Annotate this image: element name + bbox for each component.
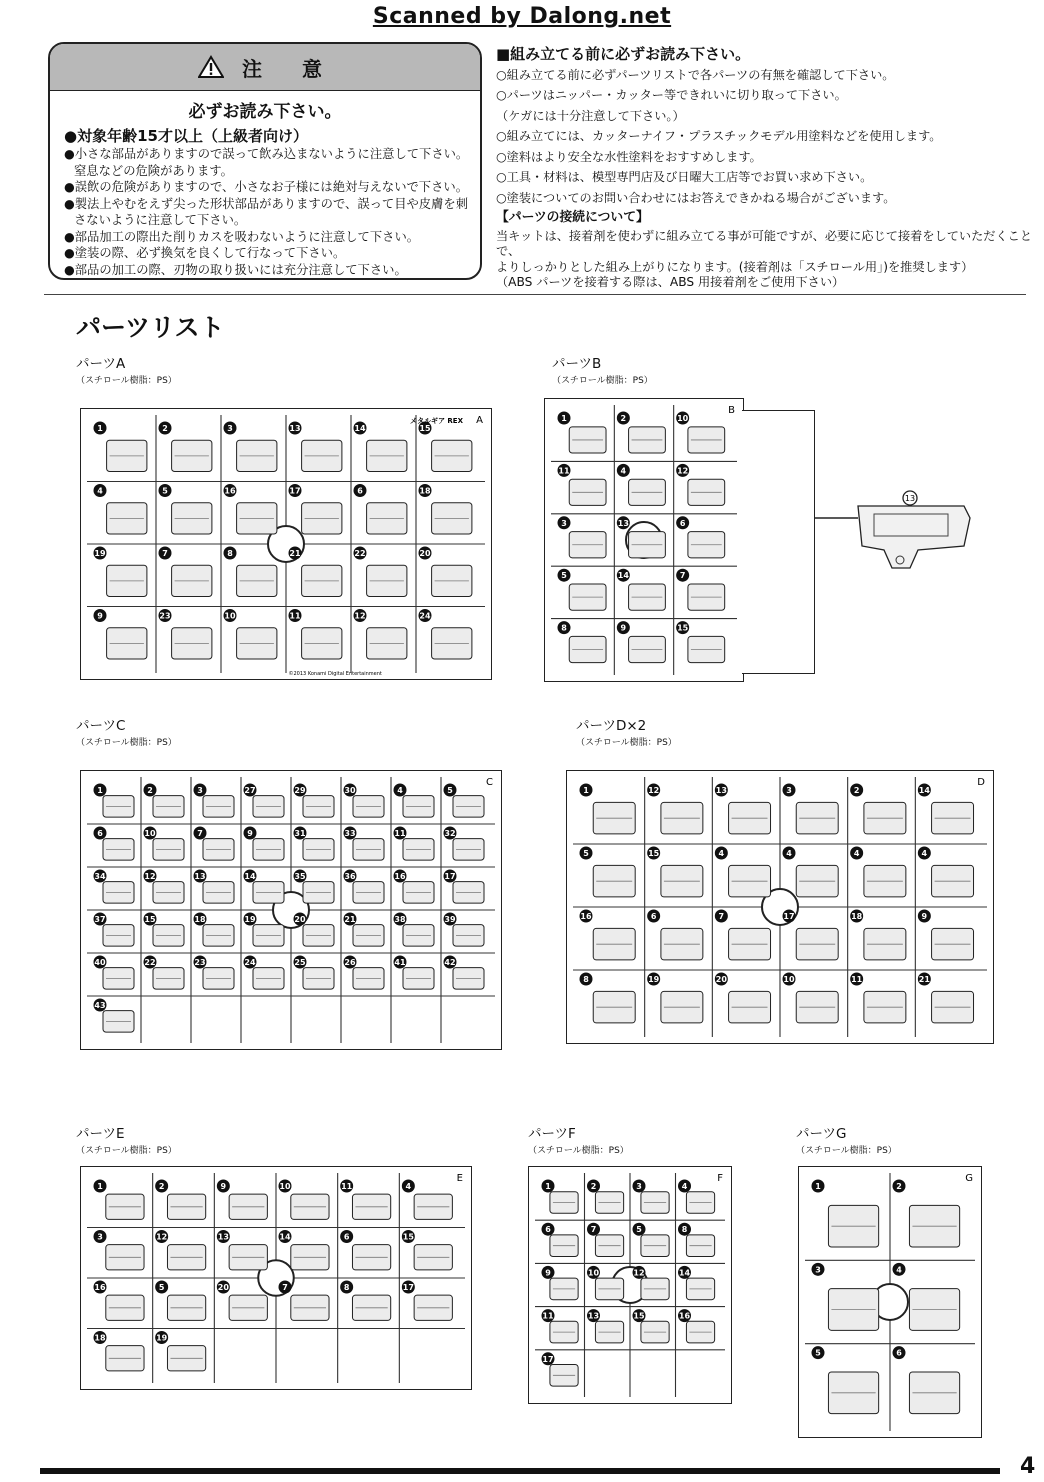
part-number-label: 12	[354, 611, 366, 621]
part-number-label: 5	[636, 1225, 642, 1235]
notes-line: ○組み立てる前に必ずパーツリストで各パーツの有無を確認して下さい。	[496, 67, 895, 82]
sprue-c-drawing	[81, 771, 501, 1049]
part-number-label: 18	[194, 915, 206, 924]
part-number-label: 14	[244, 872, 256, 881]
part-number-label: 6	[97, 829, 103, 838]
part-number-label: 12	[144, 872, 156, 881]
sprue-a-diagram	[80, 408, 492, 680]
caution-item: ●小さな部品がありますので誤って飲み込まないように注意して下さい。窒息などの危険があります。	[64, 147, 469, 178]
sprue-a-drawing	[81, 409, 491, 679]
part-number-label: 2	[620, 414, 627, 423]
part-number-label: 12	[156, 1232, 168, 1242]
part-number-label: 4	[97, 486, 103, 496]
part-number-label: 14	[617, 571, 629, 581]
part-number-label: 9	[220, 1182, 227, 1191]
part-number-label: 10	[279, 1182, 291, 1191]
part-number-label: 9	[545, 1268, 551, 1278]
part-number-label: 11	[851, 975, 863, 984]
part-number-label: 5	[561, 571, 567, 581]
notes-line: （ケガには十分注意して下さい。）	[496, 108, 685, 123]
sprue-d-drawing	[567, 771, 993, 1043]
part-number-label: 5	[162, 486, 168, 496]
sprue-b-part-13-drawing	[814, 488, 974, 578]
page-number: 4	[1020, 1454, 1036, 1479]
part-number-label: 6	[679, 518, 686, 528]
part-number-label: 2	[590, 1182, 597, 1191]
part-number-label: 3	[636, 1182, 642, 1191]
part-number-label: 17	[542, 1354, 554, 1364]
notes-line: ○塗装についてのお問い合わせにはお答えできかねる場合がございます。	[496, 190, 896, 205]
sprue-d-diagram	[566, 770, 994, 1044]
sprue-a-material: （スチロール樹脂：PS）	[76, 376, 177, 386]
part-number-label: 17	[402, 1283, 414, 1292]
part-number-label: 43	[94, 1001, 106, 1010]
part-number-label: 4	[397, 786, 403, 795]
part-number-label: 24	[419, 611, 431, 621]
sprue-g-diagram	[798, 1166, 982, 1438]
part-number-label: 8	[343, 1283, 350, 1292]
part-number-label: 19	[156, 1333, 168, 1343]
caution-item: ●部品加工の際出た削りカスを吸わないように注意して下さい。	[64, 229, 420, 244]
part-number-label: 24	[244, 958, 256, 967]
sprue-f-material: （スチロール樹脂：PS）	[528, 1146, 629, 1156]
part-number-label: 32	[444, 829, 456, 838]
part-number-label: 15	[144, 915, 156, 924]
part-number-label: 20	[294, 915, 306, 924]
caution-header	[50, 44, 480, 91]
part-number-label: 15	[633, 1311, 645, 1321]
caution-box	[48, 42, 482, 280]
sprue-b-drawing	[545, 399, 743, 681]
part-number-label: 16	[394, 872, 406, 881]
part-number-label: 16	[678, 1311, 691, 1321]
sprue-letter-tag: G	[965, 1173, 973, 1184]
part-number-label: 15	[419, 424, 431, 433]
part-number-label: 13	[217, 1232, 229, 1242]
part-number-label: 29	[294, 786, 306, 795]
part-number-label: 20	[217, 1283, 229, 1292]
part-number-label: 9	[620, 623, 627, 633]
part-number-label: 40	[94, 958, 106, 967]
part-number-label: 5	[447, 786, 453, 795]
part-number-label: 3	[197, 786, 203, 795]
sprue-b-label-block	[552, 352, 653, 386]
sprue-c-diagram	[80, 770, 502, 1050]
part-number-label: 3	[97, 1232, 103, 1242]
sprue-e-diagram	[80, 1166, 472, 1390]
caution-list	[64, 126, 480, 278]
part-number-label: 5	[158, 1283, 165, 1292]
notes-title: ■組み立てる前に必ずお読み下さい。	[496, 45, 751, 63]
sprue-letter-tag: E	[456, 1173, 463, 1184]
part-number-label: 4	[921, 849, 928, 858]
connection-title: 【パーツの接続について】	[496, 210, 649, 225]
notes-line: ○組み立てには、カッターナイフ・プラスチックモデル用塗料などを使用します。	[496, 129, 942, 143]
part-number-label: 2	[853, 786, 860, 795]
sprue-d-material: （スチロール樹脂：PS）	[576, 738, 677, 748]
part-number-label: 18	[851, 912, 863, 921]
part-number-label: 9	[247, 829, 253, 838]
part-number-label: 1	[97, 1182, 103, 1191]
sprue-copyright: ©2013 Konami Digital Entertainment	[288, 671, 382, 677]
part-number-label: 7	[162, 549, 168, 558]
part-number-label: 1	[815, 1182, 821, 1191]
sprue-letter-tag: B	[728, 405, 735, 416]
part-number-label: 12	[648, 786, 660, 795]
part-number-label: 10	[783, 975, 795, 984]
part-number-label: 9	[97, 611, 103, 621]
part-number-label: 3	[227, 424, 233, 433]
caution-item: ●塗装の際、必ず換気を良くして行なって下さい。	[64, 246, 346, 260]
part-number-label: 15	[677, 623, 689, 633]
assembly-notes	[496, 44, 1036, 291]
part-number-label: 3	[786, 786, 792, 795]
part-number-label: 23	[194, 958, 206, 967]
sprue-c-label-block	[76, 714, 177, 748]
part-number-label: 34	[94, 872, 106, 881]
sprue-g-label: パーツG	[796, 1126, 847, 1142]
caution-item: ●対象年齢15才以上（上級者向け）	[64, 127, 308, 145]
part-number-label: 27	[244, 786, 256, 795]
part-number-label: 21	[289, 549, 301, 558]
part-number-label: 1	[583, 786, 589, 795]
part-number-label: 9	[921, 912, 928, 921]
part-number-label: 11	[289, 611, 301, 621]
connection-line: 当キットは、接着剤を使わずに組み立てる事が可能ですが、必要に応じて接着をしていただくことで、	[496, 228, 1033, 258]
part-number-label: 6	[357, 486, 363, 496]
part-number-label: 41	[394, 958, 406, 967]
part-number-label: 20	[419, 549, 431, 558]
part-number-label: 6	[343, 1232, 350, 1242]
part-number-label: 7	[197, 829, 203, 838]
notes-line: ○パーツはニッパー・カッター等できれいに切り取って下さい。	[496, 88, 847, 102]
part-number-label: 23	[159, 611, 171, 621]
sprue-c-label: パーツC	[76, 718, 126, 734]
sprue-b-material: （スチロール樹脂：PS）	[552, 376, 653, 386]
part-number-label: 13	[289, 424, 301, 433]
part-number-label: 37	[94, 915, 106, 924]
sprue-f-label: パーツF	[528, 1126, 576, 1142]
part-number-label: 13	[587, 1311, 600, 1321]
part-number-label: 15	[402, 1232, 414, 1242]
part-number-label: 38	[394, 915, 406, 924]
footer-bar	[40, 1468, 1000, 1474]
sprue-letter-tag: D	[977, 777, 985, 788]
part-number-label: 8	[227, 549, 233, 558]
sprue-d-label-block	[576, 714, 677, 748]
part-number-label: 42	[444, 958, 456, 967]
caution-item: ●誤飲の危険がありますので、小さなお子様には絶対与えないで下さい。	[64, 180, 468, 194]
part-number-label: 17	[444, 872, 456, 881]
connection-line: （ABS パーツを接着する際は、ABS 用接着剤をご使用下さい）	[496, 275, 845, 289]
part-number-label: 17	[289, 486, 301, 496]
part-number-label: 21	[344, 915, 356, 924]
part-number-label: 6	[896, 1348, 902, 1358]
part-number-label: 14	[279, 1232, 291, 1242]
part-number-label: 4	[896, 1265, 902, 1275]
part-number-label: 14	[354, 424, 366, 433]
part-number-label: 36	[344, 872, 356, 881]
part-number-label: 2	[147, 786, 153, 795]
part-number-label: 4	[718, 849, 725, 858]
connection-line: よりしっかりとした組み上がりになります。(接着剤は「スチロール用」)を推奨します）	[496, 259, 974, 274]
part-number-label: 30	[344, 786, 356, 795]
sprue-d-label: パーツD×2	[576, 718, 647, 734]
sprue-e-drawing	[81, 1167, 471, 1389]
part-number-label: 16	[224, 486, 236, 496]
caution-item: ●部品の加工の際、刃物の取り扱いには充分注意して下さい。	[64, 262, 407, 277]
part-number-label: 2	[896, 1182, 902, 1191]
part-number-label: 1	[561, 414, 567, 423]
sprue-letter-tag: A	[476, 415, 483, 426]
caution-heading: 注 意	[242, 56, 332, 81]
part-number-label: 13	[194, 872, 206, 881]
sprue-e-label-block	[76, 1122, 177, 1156]
sprue-e-material: （スチロール樹脂：PS）	[76, 1146, 177, 1156]
part-number-label: 17	[783, 912, 795, 921]
caution-subheading: 必ずお読み下さい。	[188, 102, 342, 122]
part-number-label: 26	[344, 958, 356, 967]
part-number-label: 35	[294, 872, 306, 881]
part-number-label: 6	[545, 1225, 551, 1235]
sprue-a-label: パーツA	[76, 356, 126, 372]
part-number-label: 13	[617, 518, 629, 528]
part-number-label: 39	[444, 915, 456, 924]
part-number-label: 16	[580, 912, 592, 921]
part-number-label: 11	[558, 466, 570, 476]
part-number-label: 31	[294, 829, 306, 838]
part-number-label: 12	[633, 1268, 645, 1278]
part-number-label: 11	[394, 829, 406, 838]
part-number-label: 4	[620, 466, 627, 476]
part-number-label: 1	[97, 424, 103, 433]
part-number-label: 7	[718, 912, 725, 921]
part-number-label: 10	[677, 414, 689, 423]
sprue-f-diagram	[528, 1166, 732, 1404]
sprue-letter-tag: F	[717, 1173, 723, 1184]
part-number-label: 2	[158, 1182, 165, 1191]
part-number-label: 22	[144, 958, 156, 967]
part-number-label: 15	[648, 849, 660, 858]
part-number-label: 6	[650, 912, 657, 921]
sprue-g-label-block	[796, 1122, 897, 1156]
part-number-label: 8	[583, 975, 589, 984]
part-number-label: 11	[341, 1182, 353, 1191]
warning-icon	[198, 55, 224, 79]
part-number-label: 21	[918, 975, 930, 984]
notes-line: ○工具・材料は、模型専門店及び日曜大工店等でお買い求め下さい。	[496, 170, 873, 184]
sprue-c-material: （スチロール樹脂：PS）	[76, 738, 177, 748]
part-number-label: 2	[162, 424, 168, 433]
part-number-label: 8	[681, 1225, 688, 1235]
watermark-header: Scanned by Dalong.net	[372, 4, 672, 29]
sprue-e-label: パーツE	[76, 1126, 125, 1142]
part-number-label: 19	[244, 915, 256, 924]
part-number-label: 11	[542, 1311, 554, 1321]
part-number-label: 8	[561, 623, 567, 633]
sprue-b-label: パーツB	[552, 356, 602, 372]
section-divider	[44, 294, 1026, 295]
notes-line: ○塗料はより安全な水性塗料をおすすめします。	[496, 149, 762, 164]
part-number-label: 10	[587, 1268, 600, 1278]
part-number-label: 1	[97, 786, 103, 795]
sprue-f-label-block	[528, 1122, 629, 1156]
part-number-label: 10	[224, 611, 236, 621]
part-number-label: 3	[815, 1265, 821, 1275]
part-number-label: 19	[648, 975, 660, 984]
part-number-label: 7	[590, 1225, 597, 1235]
part-number-label: 13	[904, 494, 916, 503]
part-number-label: 4	[405, 1182, 412, 1191]
part-number-label: 14	[918, 786, 930, 795]
part-number-label: 5	[583, 849, 589, 858]
sprue-b-part-13-detached	[814, 488, 974, 578]
caution-item: ●製法上やむをえず尖った形状部品がありますので、誤って目や皮膚を刺さないように注意して下さい。	[64, 196, 468, 227]
part-number-label: 33	[344, 829, 356, 838]
part-number-label: 16	[94, 1283, 106, 1292]
part-number-label: 18	[94, 1333, 106, 1343]
part-number-label: 1	[545, 1182, 551, 1191]
part-number-label: 25	[294, 958, 306, 967]
part-number-label: 10	[144, 829, 156, 838]
part-number-label: 14	[678, 1268, 691, 1278]
part-number-label: 7	[282, 1283, 288, 1292]
sprue-f-drawing	[529, 1167, 731, 1403]
part-number-label: 5	[815, 1348, 821, 1358]
part-number-label: 22	[354, 549, 366, 558]
part-number-label: 4	[681, 1182, 688, 1191]
sprue-a-label-block	[76, 352, 177, 386]
part-number-label: 19	[94, 549, 106, 558]
part-number-label: 3	[561, 518, 567, 528]
part-number-label: 13	[715, 786, 727, 795]
sprue-b-diagram	[544, 398, 744, 682]
sprue-g-material: （スチロール樹脂：PS）	[796, 1146, 897, 1156]
part-number-label: 18	[419, 486, 431, 496]
sprue-letter-tag: C	[486, 777, 493, 788]
sprue-g-drawing	[799, 1167, 981, 1437]
sprue-b-extension	[742, 410, 815, 674]
parts-list-title: パーツリスト	[76, 313, 225, 342]
sprue-brand-plate: メタルギア REX	[409, 417, 463, 425]
part-number-label: 7	[679, 571, 686, 581]
part-number-label: 4	[786, 849, 792, 858]
part-number-label: 4	[853, 849, 860, 858]
part-number-label: 20	[715, 975, 727, 984]
part-number-label: 12	[677, 466, 689, 476]
